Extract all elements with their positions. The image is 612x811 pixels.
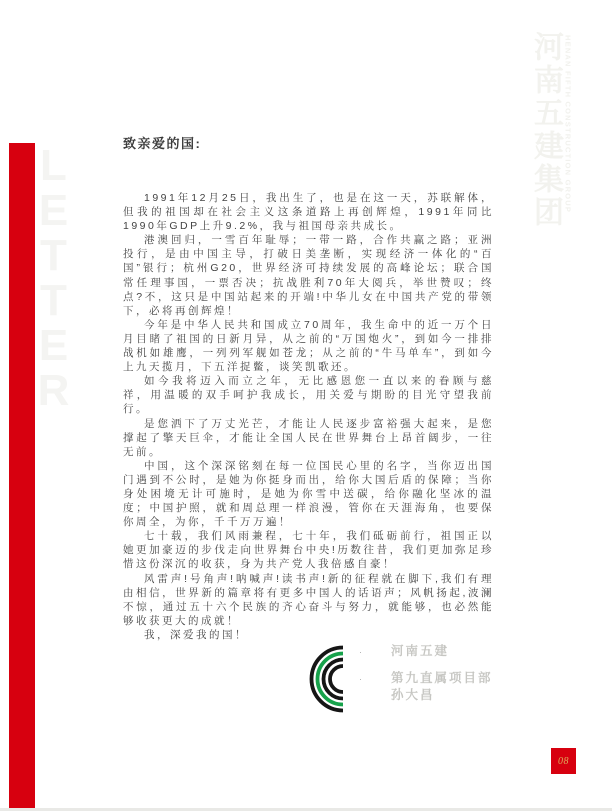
paragraph-3: 今年是中华人民共和国成立70周年，我生命中的近一万个日月目睹了祖国的日新月异，从之前的“万国炮火”，到如今一排排战机如雄鹰，一列列军舰如苍龙；从之前的“牛马单车”，到如今上九天揽月，下五洋捉鳖，谈笑凯歌还。 — [123, 318, 494, 374]
signature-bullet-2: · — [359, 674, 362, 684]
salutation: 致亲爱的国: — [123, 136, 202, 151]
paragraph-4: 如今我将迈入而立之年，无比感恩您一直以来的眷顾与慈祥，用温暖的双手呵护我成长，用关爱与期盼的目光守望我前行。 — [123, 375, 494, 416]
signature-author: 孙大昌 — [391, 688, 435, 702]
paragraph-2: 港澳回归，一雪百年耻辱；一带一路，合作共赢之路；亚洲投行，是由中国主导，打破日美垄断，实现经济一体化的“百国”银行；杭州G20，世界经济可持续发展的高峰论坛；联合国常任理事国，一票否决；抗战胜利70年大阅兵，举世赞叹；终点?不，这只是中国站起来的开端!中华儿女在中国共产党的带领下，必将再创辉煌！ — [123, 234, 494, 317]
company-logo-icon — [306, 644, 344, 714]
brand-watermark-cn: 河南五建集团 — [529, 31, 562, 229]
letter-body — [123, 133, 494, 642]
paragraph-7: 七十载，我们风雨兼程，七十年，我们砥砺前行，祖国正以她更加豪迈的步伐走向世界舞台中央!历数往昔，我们更加弥足珍惜这份深沉的收获，身为共产党人我倍感自豪！ — [123, 530, 494, 571]
paragraph-6: 中国，这个深深铭刻在每一位国民心里的名字，当你迈出国门遇到不公时，是她为你挺身而出，给你大国后盾的保障；当你身处困境无计可施时，是她为你雪中送碳，给你融化坚冰的温度；中国护照，就和周总理一样浪漫，管你在天涯海角，也要保你周全，为你，千千万万遍！ — [123, 459, 494, 529]
signature-department-author — [391, 670, 493, 704]
signature-department: 第九直属项目部 — [391, 671, 493, 685]
paragraph-1: 1991年12月25日，我出生了，也是在这一天，苏联解体，但我的祖国却在社会主义这条道路上再创辉煌，1991年同比1990年GDP上升9.2%，我与祖国母亲共成长。 — [123, 192, 494, 233]
letter-paragraphs — [123, 191, 494, 642]
signature-bullet-1: · — [359, 647, 362, 657]
signature-company: 河南五建 — [391, 644, 450, 658]
page-number: 08 — [558, 755, 569, 767]
paragraph-8: 风雷声!号角声!呐喊声!读书声!新的征程就在脚下,我们有理由相信，世界新的篇章将有更多中国人的话语声；风帆扬起,波澜不惊，通过五十六个民族的齐心奋斗与努力，就能够，也必然能够收获更大的成就！ — [123, 572, 494, 627]
side-label-letter: LETTER — [29, 141, 78, 411]
paragraph-9: 我，深爱我的国！ — [144, 628, 248, 641]
brand-watermark-en: HENAN FIFTH CONSTRUCTION GROUP — [563, 35, 573, 214]
paragraph-5: 是您洒下了万丈光芒，才能让人民逐步富裕强大起来，是您撑起了擎天巨伞，才能让全国人民在世界舞台上昂首阔步，一往无前。 — [123, 417, 494, 458]
page-number-badge — [551, 748, 576, 774]
